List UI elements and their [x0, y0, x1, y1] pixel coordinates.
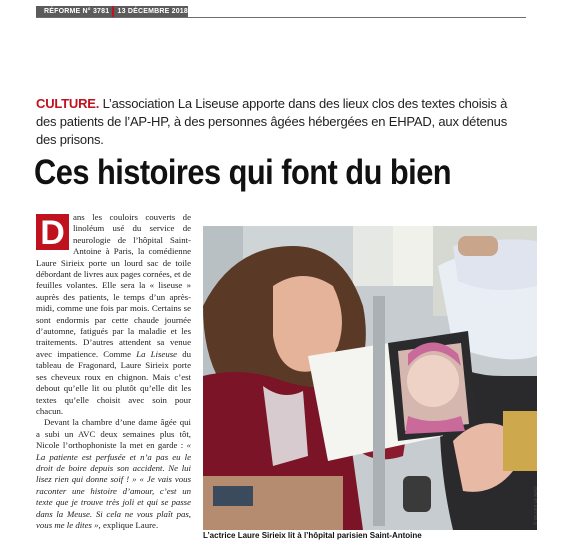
publication-number: RÉFORME N° 3781: [44, 8, 110, 15]
article-lead: [36, 95, 528, 149]
header-rule: [36, 17, 526, 18]
article-body: [36, 212, 191, 531]
article-photo: [203, 226, 537, 530]
hospital-reading-illustration: [203, 226, 537, 530]
issue-bar: [36, 6, 188, 17]
drop-cap: D: [36, 214, 69, 250]
lead-text: L’association La Liseuse apporte dans des lieux clos des textes choisis à des patients de l’AP-HP, à des personnes âgées hébergées en EHPAD, aux détenus des prisons.: [36, 96, 508, 147]
paragraph-1: D ans les couloirs couverts de linoléum usé du service de neurologie de l’hôpital Saint-Antoine à Paris, la comédienne Laure Sirieix porte un lourd sac de toile débordant de livres aux pages cornées, et de feuilles volantes. Elle sera la « liseuse » auprès des patients, le temps d’un après-midi, comme une fois par mois. Certains se sont endormis par cette chaude journée d’automne, fatigués par la maladie et les traitements. D’autres attendent sa venue avec impatience. Comme La Liseuse du tableau de Fragonard, Laure Sirieix porte ses cheveux roux en chignon. Mais c’est debout qu’elle lit ou plutôt qu’elle dit les textes qu’elle choisit avec soin pour chacun.: [36, 212, 192, 416]
photo-caption: L’actrice Laure Sirieix lit à l’hôpital parisien Saint-Antoine: [203, 531, 422, 540]
issue-separator: [112, 6, 114, 17]
photo-credit: © GILLES LE MAO: [533, 486, 538, 525]
section-kicker: CULTURE.: [36, 96, 100, 111]
article-headline: Ces histoires qui font du bien: [34, 153, 452, 192]
publication-date: 13 DÉCEMBRE 2018: [117, 8, 188, 15]
paragraph-2: Devant la chambre d’une dame âgée qui a subi un AVC deux semaines plus tôt, Nicole l’orthophoniste la met en garde : « La patiente est perfusée et n’a pas eu le droit de boire depuis son accident. Ne lui lisez rien qui donne soif ! » « Je vais vous raconter une histoire d’amour, c’est un texte que je trouve très joli et qui se passe dans la Meuse. Si cela ne vous plaît pas, vous me le dites », explique Laure.: [36, 417, 191, 530]
